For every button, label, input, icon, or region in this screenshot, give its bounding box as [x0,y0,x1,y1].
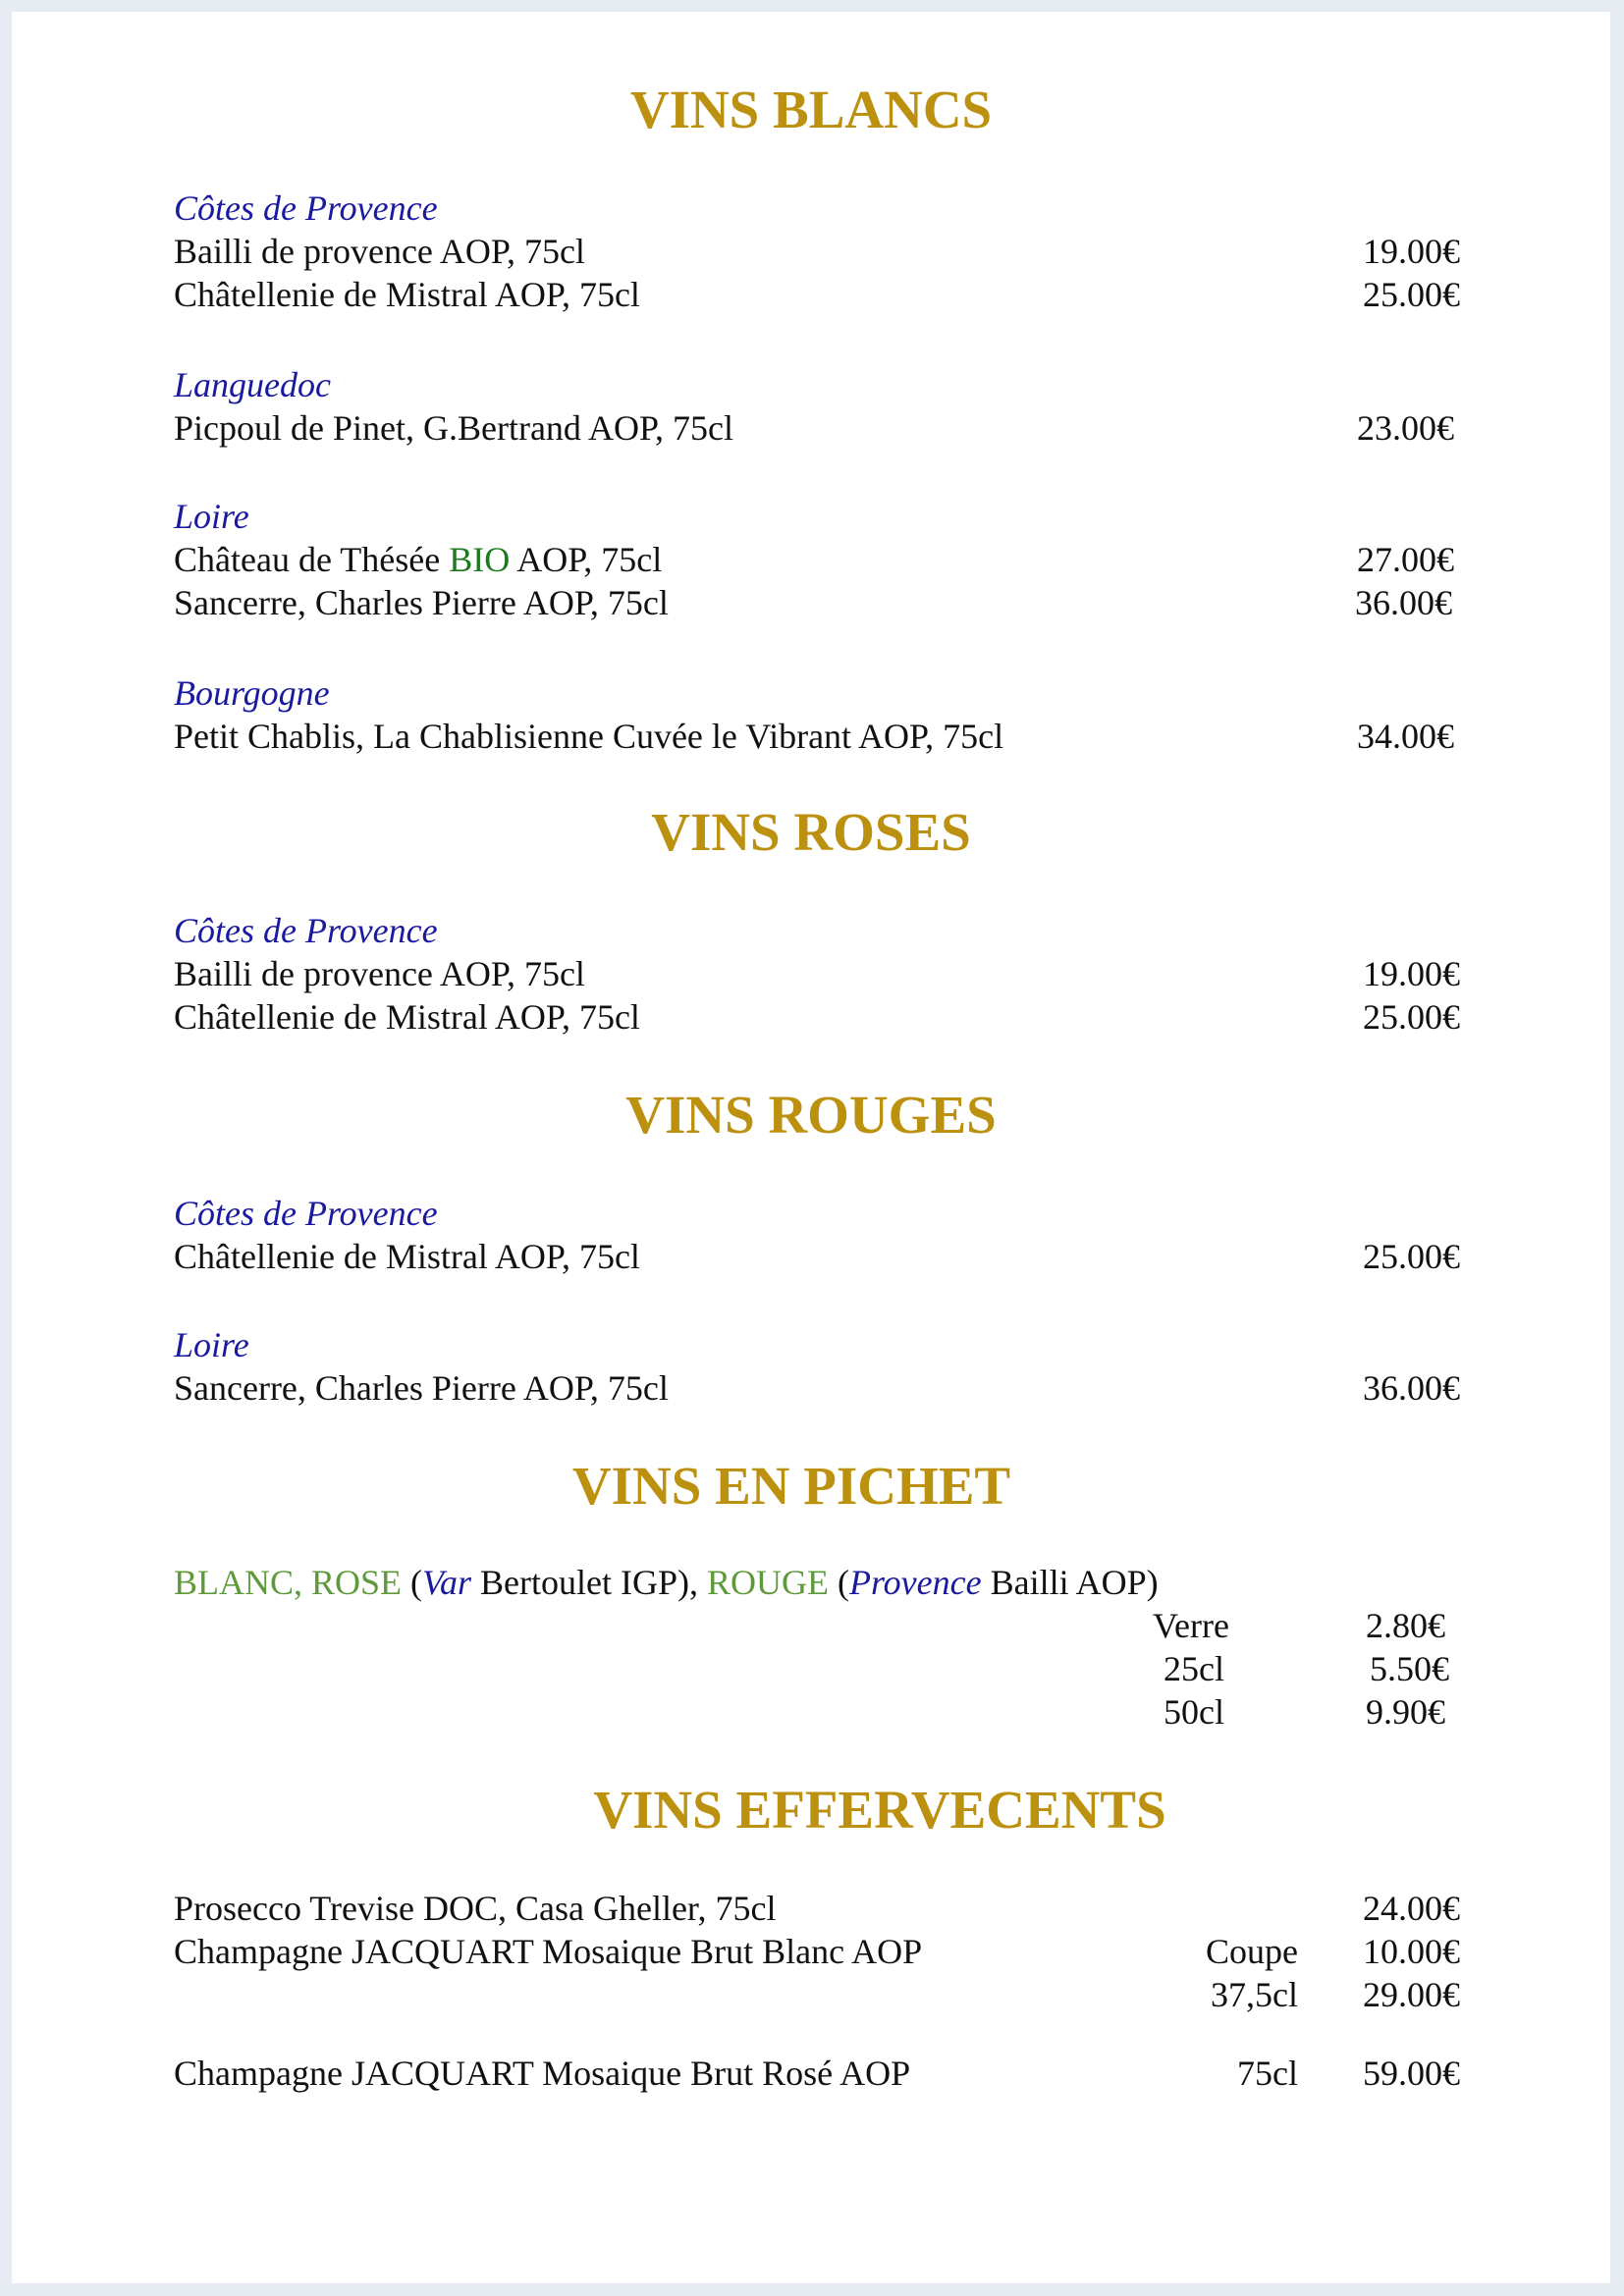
wine-name: Bailli de provence AOP, 75cl [174,954,585,993]
wine-price: 23.00€ [1357,408,1454,448]
pichet-size-row [1141,1604,1445,1647]
wine-name: Bailli de provence AOP, 75cl [174,232,585,271]
wine-row [174,273,1460,316]
pichet-text: Bertoulet IGP), [471,1563,708,1602]
wine-name: Châtellenie de Mistral AOP, 75cl [174,997,640,1037]
wine-price: 59.00€ [1363,2054,1460,2093]
section-title-vins-blancs: VINS BLANCS [629,80,993,139]
wine-name-part: Château de Thésée [174,540,450,579]
pichet-colors: ROUGE [707,1563,830,1602]
pichet-text: ( [402,1563,423,1602]
region-cotes-de-provence: Côtes de Provence [174,188,438,228]
wine-price: 24.00€ [1363,1889,1460,1928]
wine-price: 25.00€ [1363,997,1460,1037]
wine-price: 19.00€ [1363,232,1460,271]
wine-size: Coupe [1206,1932,1298,1971]
wine-name: Sancerre, Charles Pierre AOP, 75cl [174,1368,669,1408]
wine-name: Petit Chablis, La Chablisienne Cuvée le Vibrant AOP, 75cl [174,717,1004,756]
pichet-price: 9.90€ [1366,1692,1445,1732]
wine-row [174,538,1460,581]
wine-row [174,1366,1460,1410]
wine-menu-content [12,12,1610,2283]
wine-size: 75cl [1237,2054,1298,2093]
wine-name [174,538,662,581]
wine-price: 19.00€ [1363,954,1460,993]
wine-name: Châtellenie de Mistral AOP, 75cl [174,275,640,314]
wine-price: 36.00€ [1363,1368,1460,1408]
pichet-description [174,1561,1159,1604]
pichet-price: 2.80€ [1366,1606,1445,1645]
section-title-vins-effervecents: VINS EFFERVECENTS [593,1780,1166,1840]
wine-size: 37,5cl [1211,1975,1298,2014]
region-cotes-de-provence: Côtes de Provence [174,1194,438,1233]
pichet-price: 5.50€ [1370,1649,1449,1688]
wine-row [174,1887,1460,1930]
pichet-size: 50cl [1164,1692,1224,1732]
section-title-vins-en-pichet: VINS EN PICHET [571,1456,1011,1516]
pichet-size: Verre [1153,1606,1229,1645]
wine-name: Prosecco Trevise DOC, Casa Gheller, 75cl [174,1889,777,1928]
wine-price: 10.00€ [1363,1932,1460,1971]
wine-name: Champagne JACQUART Mosaique Brut Blanc AOP [174,1932,923,1971]
wine-price: 25.00€ [1363,1237,1460,1276]
pichet-colors: BLANC, ROSE [174,1563,403,1602]
wine-row [174,995,1460,1039]
pichet-size-row [1141,1690,1445,1734]
wine-price: 29.00€ [1363,1975,1460,2014]
section-title-vins-rouges: VINS ROUGES [625,1085,997,1145]
wine-row [174,952,1460,995]
wine-name-part: AOP, 75cl [510,540,663,579]
wine-row [174,1235,1460,1278]
pichet-size-row [1141,1647,1449,1690]
wine-price: 25.00€ [1363,275,1460,314]
bio-badge: BIO [449,540,511,579]
wine-price: 36.00€ [1355,583,1452,622]
region-loire: Loire [174,1325,249,1364]
pichet-size: 25cl [1164,1649,1224,1688]
wine-row [174,2052,1460,2095]
region-cotes-de-provence: Côtes de Provence [174,911,438,950]
region-loire: Loire [174,497,249,536]
wine-row [174,406,1460,450]
wine-name: Châtellenie de Mistral AOP, 75cl [174,1237,640,1276]
wine-name: Champagne JACQUART Mosaique Brut Rosé AOP [174,2054,911,2093]
wine-row [174,1973,1460,2016]
pichet-region: Provence [849,1563,982,1602]
wine-row [174,581,1460,624]
wine-price: 27.00€ [1357,540,1454,579]
pichet-region: Var [422,1563,472,1602]
section-title-vins-roses: VINS ROSES [651,802,971,862]
region-languedoc: Languedoc [174,365,331,404]
wine-row [174,715,1460,758]
wine-row [174,230,1460,273]
wine-name: Sancerre, Charles Pierre AOP, 75cl [174,583,669,622]
wine-menu-page [12,12,1610,2283]
pichet-text: ( [829,1563,850,1602]
wine-price: 34.00€ [1357,717,1454,756]
wine-row [174,1930,1460,1973]
region-bourgogne: Bourgogne [174,673,330,713]
wine-name: Picpoul de Pinet, G.Bertrand AOP, 75cl [174,408,733,448]
pichet-text: Bailli AOP) [981,1563,1159,1602]
